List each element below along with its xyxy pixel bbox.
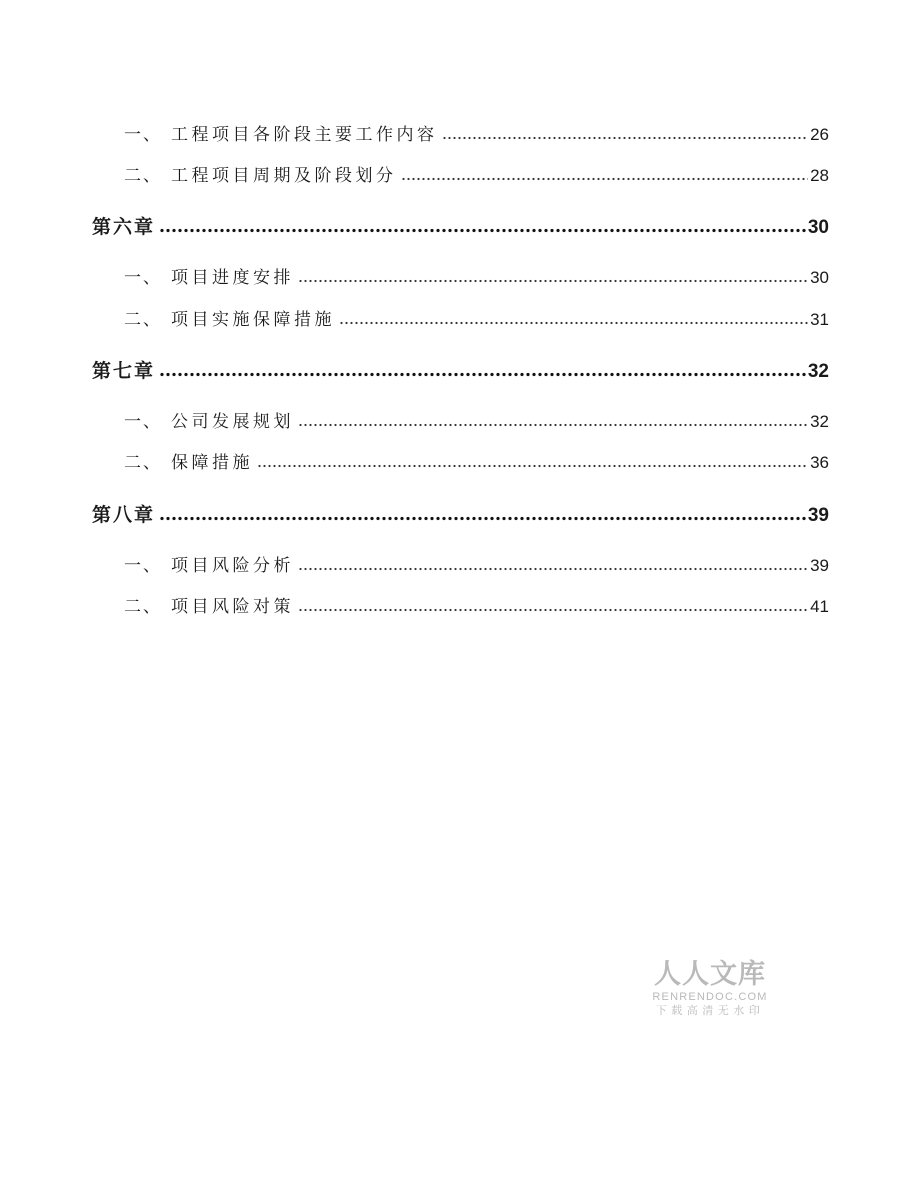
- toc-chapter-page: 30: [807, 217, 829, 238]
- toc-entry-title: 项目实施保障措施: [171, 310, 335, 330]
- toc-entry-number: 二、: [124, 310, 162, 330]
- toc-chapter[interactable]: [92, 502, 829, 528]
- toc-entry-title: 保障措施: [171, 453, 253, 473]
- toc-entry-number: 一、: [124, 556, 162, 576]
- toc-entry-number: 一、: [124, 125, 162, 145]
- dot-leader: [401, 176, 809, 182]
- dot-leader: [159, 371, 806, 378]
- toc-chapter[interactable]: [92, 214, 829, 240]
- toc-entry-page: 26: [810, 125, 829, 144]
- dot-leader: [298, 566, 808, 572]
- toc-entry[interactable]: [124, 451, 829, 475]
- dot-leader: [159, 515, 806, 522]
- toc-entry[interactable]: [124, 410, 829, 434]
- toc-chapter-page: 39: [807, 505, 829, 526]
- toc-entry-title: 项目风险分析: [171, 556, 294, 576]
- toc-chapter-page: 32: [807, 361, 829, 382]
- toc-chapter-title: 第七章: [92, 360, 156, 382]
- dot-leader: [298, 607, 808, 613]
- toc-entry-title: 工程项目各阶段主要工作内容: [171, 125, 438, 145]
- toc-entry-title: 项目进度安排: [171, 268, 294, 288]
- dot-leader: [339, 320, 808, 326]
- toc-entry-number: 二、: [124, 453, 162, 473]
- toc-entry-number: 二、: [124, 166, 162, 186]
- dot-leader: [442, 135, 809, 141]
- toc-chapter[interactable]: [92, 358, 829, 384]
- watermark-domain: RENRENDOC.COM: [652, 991, 768, 1003]
- toc-entry[interactable]: [124, 554, 829, 578]
- dot-leader: [257, 463, 808, 469]
- toc-entry-number: 一、: [124, 268, 162, 288]
- watermark-logo-text: 人人文库: [654, 959, 766, 990]
- toc-entry-page: 41: [810, 597, 829, 616]
- toc-entry-page: 31: [810, 310, 829, 329]
- dot-leader: [298, 278, 808, 284]
- toc-entry-title: 项目风险对策: [171, 597, 294, 617]
- dot-leader: [298, 422, 808, 428]
- toc-chapter-title: 第六章: [92, 216, 156, 238]
- toc-entry[interactable]: [124, 595, 829, 619]
- toc-entry[interactable]: [124, 123, 829, 147]
- toc-entry[interactable]: [124, 266, 829, 290]
- toc-entry[interactable]: [124, 164, 829, 188]
- toc-chapter-title: 第八章: [92, 504, 156, 526]
- watermark-slogan: 下载高清无水印: [655, 1004, 765, 1017]
- watermark-logo: [647, 960, 773, 1018]
- toc-entry-page: 32: [810, 412, 829, 431]
- toc-entry[interactable]: [124, 308, 829, 332]
- toc-entry-page: 28: [810, 166, 829, 185]
- toc-entry-number: 一、: [124, 412, 162, 432]
- dot-leader: [159, 227, 806, 234]
- toc-entry-title: 工程项目周期及阶段划分: [171, 166, 397, 186]
- toc-entry-page: 39: [810, 556, 829, 575]
- toc-entry-title: 公司发展规划: [171, 412, 294, 432]
- toc-entry-page: 36: [810, 453, 829, 472]
- toc-entry-number: 二、: [124, 597, 162, 617]
- toc-entry-page: 30: [810, 268, 829, 287]
